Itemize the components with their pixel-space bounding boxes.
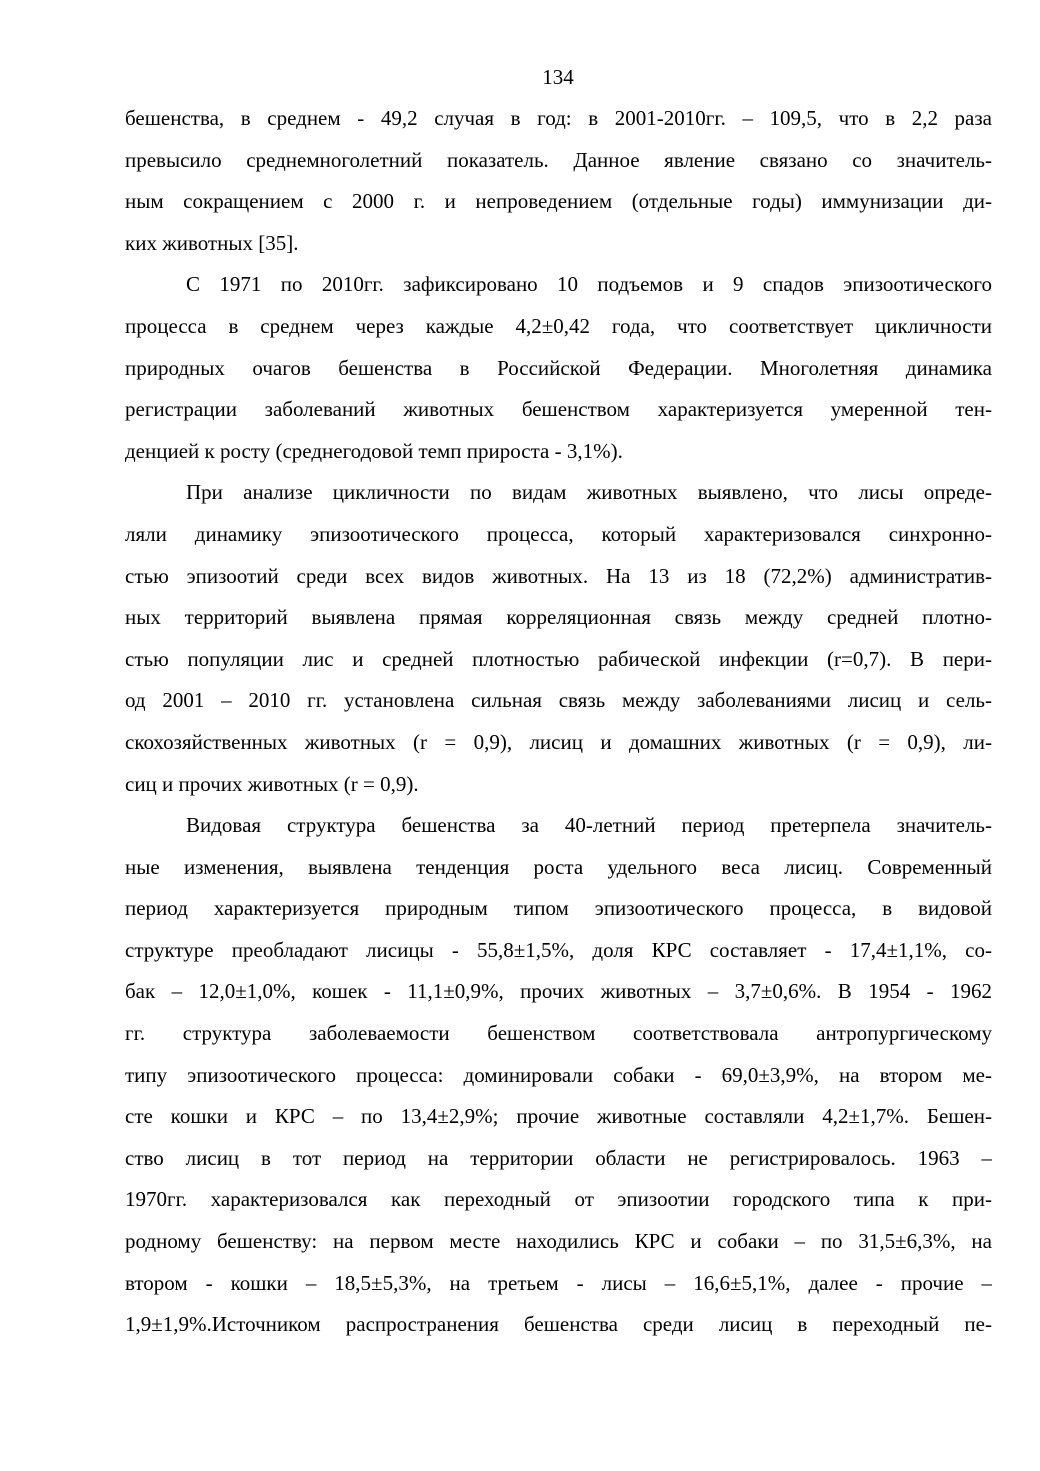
- text-line: Видовая структура бешенства за 40-летний период претерпела значитель-: [186, 813, 992, 838]
- text-line: структуре преобладают лисицы - 55,8±1,5%, доля КРС составляет - 17,4±1,1%, со-: [125, 937, 992, 962]
- text-line: од 2001 – 2010 гг. установлена сильная связь между заболеваниями лисиц и сель-: [125, 688, 992, 713]
- page-number: 134: [542, 65, 574, 89]
- text-line: процесса в среднем через каждые 4,2±0,42 года, что соответствует цикличности: [125, 313, 992, 338]
- text-line: сте кошки и КРС – по 13,4±2,9%; прочие животные составляли 4,2±1,7%. Бешен-: [125, 1104, 992, 1129]
- text-line: период характеризуется природным типом эпизоотического процесса, в видовой: [125, 896, 992, 921]
- text-line: ным сокращением с 2000 г. и непроведением (отдельные годы) иммунизации ди-: [125, 189, 992, 214]
- text-line: бешенства, в среднем - 49,2 случая в год: в 2001-2010гг. – 109,5, что в 2,2 раза: [125, 106, 992, 130]
- paragraph: [125, 805, 992, 1346]
- paragraph: [125, 264, 992, 472]
- text-line: превысило среднемноголетний показатель. Данное явление связано со значитель-: [125, 147, 992, 172]
- document-body: [125, 98, 992, 1346]
- text-line: бак – 12,0±1,0%, кошек - 11,1±0,9%, прочих животных – 3,7±0,6%. В 1954 - 1962: [125, 979, 992, 1004]
- text-line: ких животных [35].: [125, 230, 299, 255]
- text-line: гг. структура заболеваемости бешенством соответствовала антропургическому: [125, 1021, 992, 1046]
- text-line: При анализе цикличности по видам животных выявлено, что лисы опреде-: [186, 480, 992, 505]
- text-line: ные изменения, выявлена тенденция роста удельного веса лисиц. Современный: [125, 854, 992, 879]
- text-line: ляли динамику эпизоотического процесса, который характеризовался синхронно-: [125, 521, 992, 546]
- paragraph: [125, 98, 992, 264]
- text-line: типу эпизоотического процесса: доминировали собаки - 69,0±3,9%, на втором ме-: [125, 1062, 992, 1087]
- text-line: стью эпизоотий среди всех видов животных. На 13 из 18 (72,2%) административ-: [125, 563, 992, 588]
- text-line: скохозяйственных животных (r = 0,9), лисиц и домашних животных (r = 0,9), ли-: [125, 729, 992, 754]
- paragraph: [125, 472, 992, 805]
- text-line: 1,9±1,9%.Источником распространения бешенства среди лисиц в переходный пе-: [125, 1312, 992, 1337]
- text-line: 1970гг. характеризовался как переходный от эпизоотии городского типа к при-: [125, 1187, 992, 1212]
- text-line: ство лисиц в тот период на территории области не регистрировалось. 1963 –: [125, 1145, 992, 1170]
- text-line: сиц и прочих животных (r = 0,9).: [125, 771, 419, 796]
- text-line: регистрации заболеваний животных бешенством характеризуется умеренной тен-: [125, 397, 992, 422]
- text-line: природных очагов бешенства в Российской Федерации. Многолетняя динамика: [125, 355, 992, 380]
- text-line: денцией к росту (среднегодовой темп прироста - 3,1%).: [125, 438, 623, 463]
- text-line: ных территорий выявлена прямая корреляционная связь между средней плотно-: [125, 605, 992, 630]
- text-line: стью популяции лис и средней плотностью рабической инфекции (r=0,7). В пери-: [125, 646, 992, 671]
- text-line: С 1971 по 2010гг. зафиксировано 10 подъемов и 9 спадов эпизоотического: [186, 272, 992, 297]
- text-line: родному бешенству: на первом месте находились КРС и собаки – по 31,5±6,3%, на: [125, 1229, 992, 1254]
- text-line: втором - кошки – 18,5±5,3%, на третьем - лисы – 16,6±5,1%, далее - прочие –: [125, 1270, 992, 1295]
